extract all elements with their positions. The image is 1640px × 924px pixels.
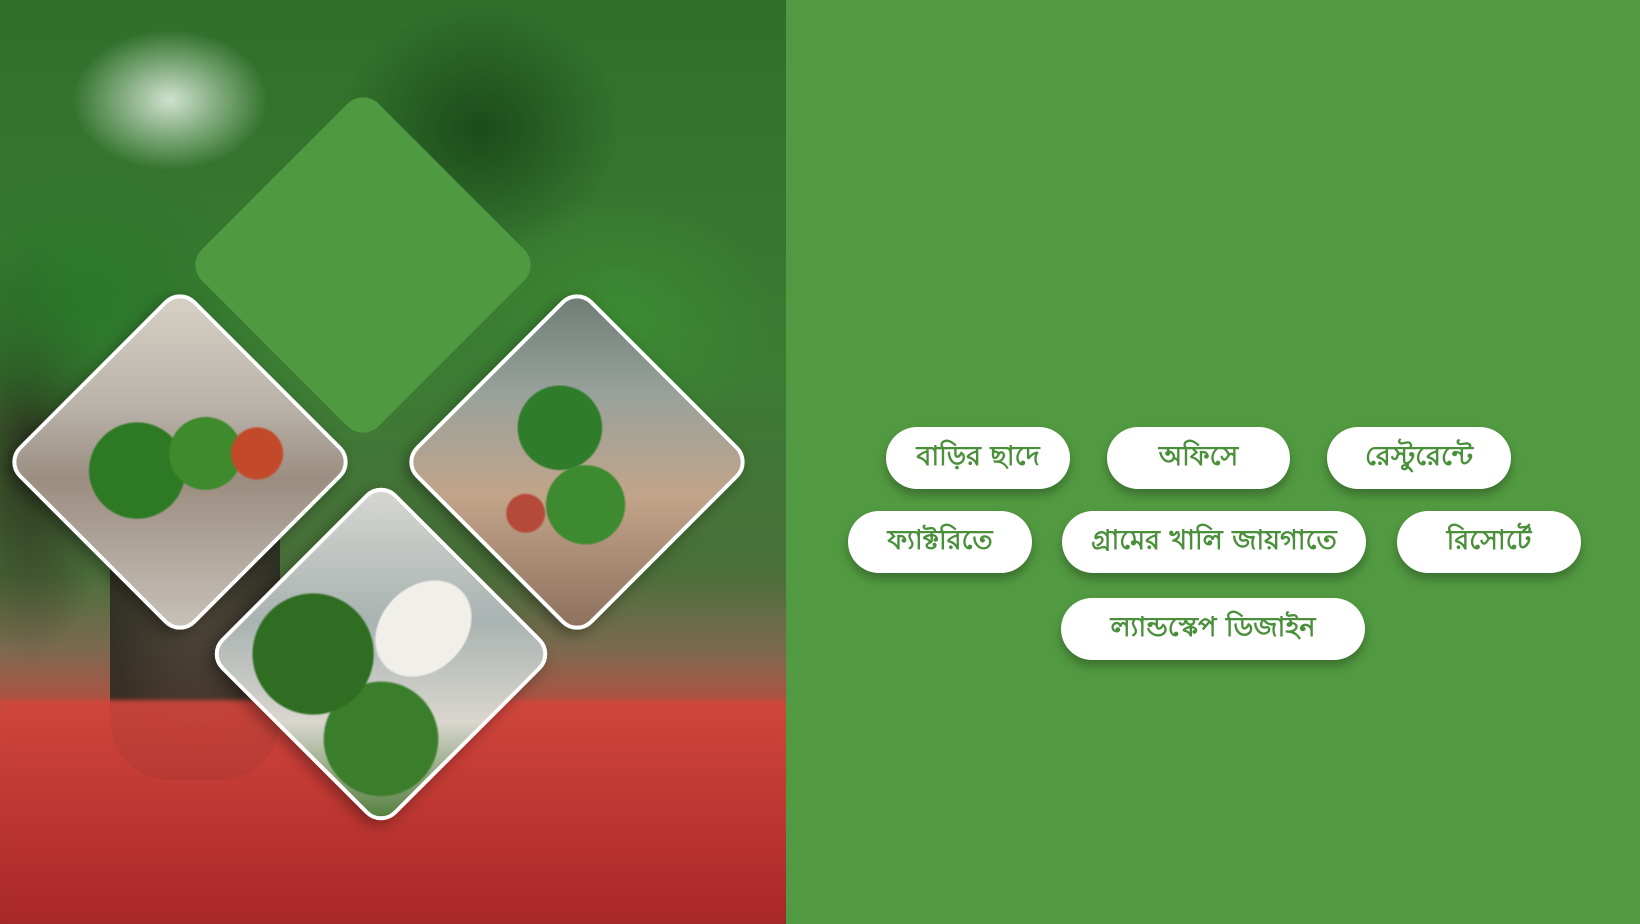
tag-restaurant[interactable]: রেস্টুরেন্টে — [1327, 427, 1511, 489]
tag-office[interactable]: অফিসে — [1107, 427, 1290, 489]
tag-landscape-design[interactable]: ল্যান্ডস্কেপ ডিজাইন — [1061, 598, 1365, 660]
tag-rooftop[interactable]: বাড়ির ছাদে — [886, 427, 1070, 489]
tag-village-empty-land[interactable]: গ্রামের খালি জায়গাতে — [1062, 511, 1366, 573]
background-photo-blurred-tree — [0, 0, 786, 924]
tag-factory[interactable]: ফ্যাক্টরিতে — [848, 511, 1032, 573]
tag-resort[interactable]: রিসোর্টে — [1397, 511, 1581, 573]
